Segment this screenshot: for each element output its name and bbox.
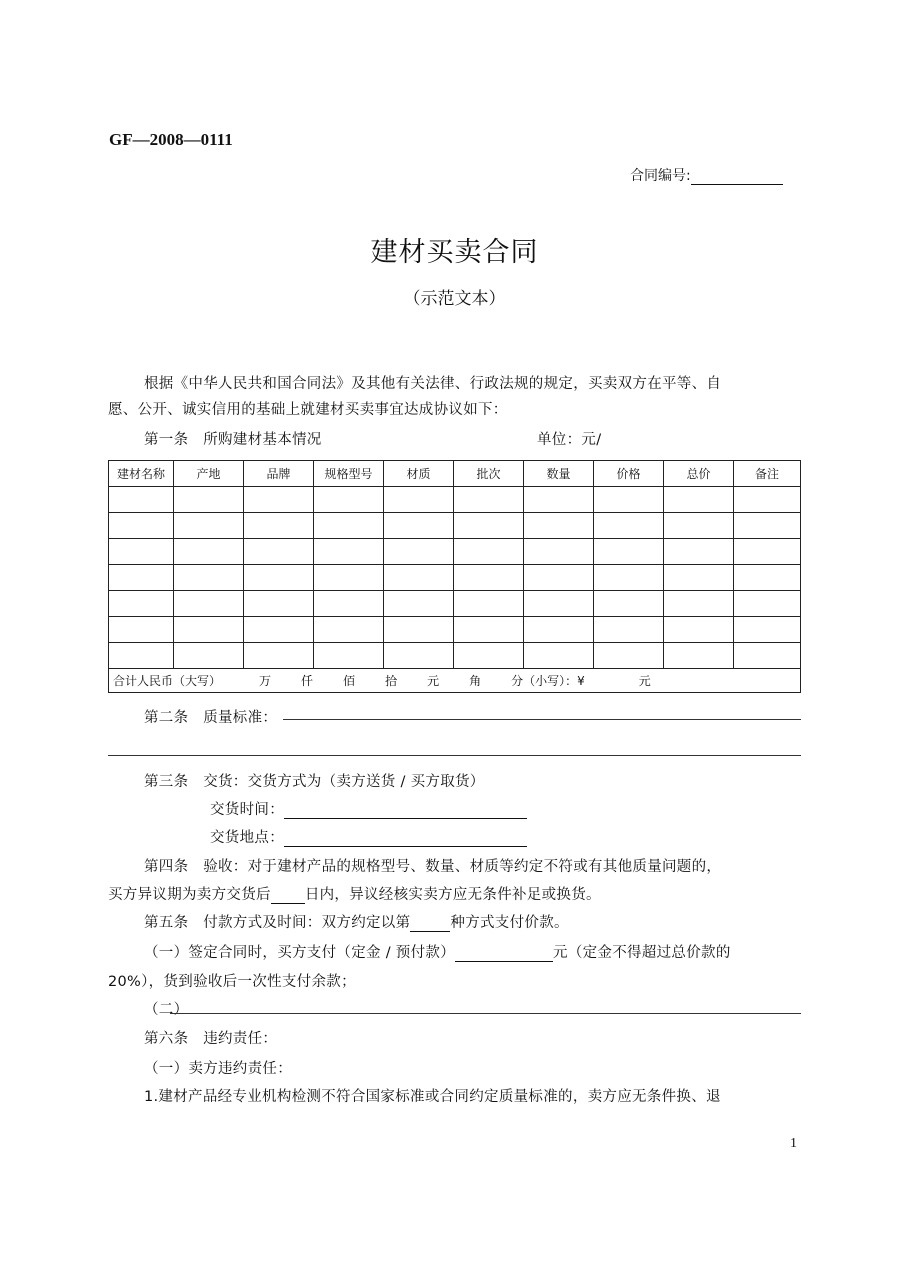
table-header-cell: 产地 <box>174 461 244 487</box>
materials-table <box>108 460 801 693</box>
table-cell <box>314 565 384 591</box>
table-cell <box>524 591 594 617</box>
article-5-line-1-end: 种方式支付价款。 <box>450 915 569 931</box>
table-cell <box>314 591 384 617</box>
table-cell <box>384 487 454 513</box>
table-cell <box>594 617 664 643</box>
table-cell <box>384 513 454 539</box>
document-title: 建材买卖合同 <box>370 237 539 268</box>
table-cell <box>664 617 734 643</box>
table-cell <box>454 643 524 669</box>
table-body <box>109 487 801 669</box>
table-cell <box>244 617 314 643</box>
table-cell <box>664 513 734 539</box>
article-2-label: 第二条 质量标准： <box>144 710 278 726</box>
total-unit-bai: 佰 <box>343 674 356 688</box>
table-cell <box>174 565 244 591</box>
article-5-line-1-start: 第五条 付款方式及时间：双方约定以第 <box>144 915 411 931</box>
article-1-unit: 单位：元/ <box>537 432 602 448</box>
table-header-cell: 数量 <box>524 461 594 487</box>
delivery-time-field <box>210 798 527 819</box>
total-unit-shi: 拾 <box>385 674 398 688</box>
objection-days-blank <box>271 888 305 904</box>
table-cell <box>454 539 524 565</box>
article-1-label: 第一条 所购建材基本情况 <box>144 432 322 448</box>
table-cell <box>734 643 801 669</box>
document-code: GF—2008—0111 <box>109 130 233 149</box>
table-cell <box>594 643 664 669</box>
page-number: 1 <box>790 1136 797 1151</box>
article-4-line-2 <box>108 883 601 904</box>
delivery-place-label: 交货地点： <box>210 830 284 846</box>
table-cell <box>664 539 734 565</box>
table-cell <box>384 591 454 617</box>
table-cell <box>524 487 594 513</box>
table-row <box>109 539 801 565</box>
table-cell <box>384 617 454 643</box>
table-cell <box>314 539 384 565</box>
contract-number-blank <box>691 169 783 185</box>
table-cell <box>734 539 801 565</box>
table-cell <box>454 487 524 513</box>
table-cell <box>244 565 314 591</box>
table-cell <box>524 643 594 669</box>
table-header-cell: 材质 <box>384 461 454 487</box>
total-unit-qian: 仟 <box>301 674 314 688</box>
total-cell <box>109 669 801 693</box>
table-cell <box>594 487 664 513</box>
payment-item-1-start: （一）签定合同时，买方支付（定金 / 预付款） <box>144 945 456 961</box>
delivery-place-field <box>210 826 527 847</box>
table-header-cell: 总价 <box>664 461 734 487</box>
intro-line-1: 根据《中华人民共和国合同法》及其他有关法律、行政法规的规定，买卖双方在平等、自 <box>144 376 722 392</box>
payment-item-1-end: 元（定金不得超过总价款的 <box>553 945 731 961</box>
table-cell <box>109 487 174 513</box>
payment-item-2: （二） <box>144 1002 189 1018</box>
table-cell <box>454 617 524 643</box>
total-unit-yuan-lowercase: 元 <box>638 674 651 688</box>
table-cell <box>244 539 314 565</box>
article-6-item-1: 1.建材产品经专业机构检测不符合国家标准或合同约定质量标准的，卖方应无条件换、退 <box>144 1089 721 1105</box>
table-cell <box>454 591 524 617</box>
table-cell <box>314 643 384 669</box>
payment-method-blank <box>410 916 450 932</box>
table-cell <box>109 565 174 591</box>
table-cell <box>174 539 244 565</box>
table-cell <box>524 513 594 539</box>
table-cell <box>734 565 801 591</box>
table-cell <box>664 565 734 591</box>
table-cell <box>524 565 594 591</box>
table-cell <box>109 643 174 669</box>
table-row <box>109 591 801 617</box>
table-cell <box>244 487 314 513</box>
table-header-cell: 价格 <box>594 461 664 487</box>
table-cell <box>174 643 244 669</box>
total-unit-jiao: 角 <box>469 674 482 688</box>
table-row <box>109 487 801 513</box>
table-cell <box>109 539 174 565</box>
total-unit-fen-lowercase: 分（小写）：¥ <box>511 674 585 688</box>
table-total-row <box>109 669 801 693</box>
article-4-line-1: 第四条 验收：对于建材产品的规格型号、数量、材质等约定不符或有其他质量问题的， <box>144 859 722 875</box>
table-cell <box>174 487 244 513</box>
table-header-cell: 批次 <box>454 461 524 487</box>
table-header-cell: 备注 <box>734 461 801 487</box>
table-row <box>109 565 801 591</box>
quality-standard-blank <box>283 719 801 720</box>
table-cell <box>384 643 454 669</box>
payment-item-1 <box>144 941 731 962</box>
article-6-label: 第六条 违约责任： <box>144 1031 278 1047</box>
table-row <box>109 617 801 643</box>
article-5-line-1 <box>144 911 569 932</box>
table-cell <box>594 539 664 565</box>
total-unit-wan: 万 <box>259 674 272 688</box>
table-cell <box>734 617 801 643</box>
contract-number-label: 合同编号: <box>630 168 691 184</box>
table-cell <box>524 617 594 643</box>
table-header-cell: 规格型号 <box>314 461 384 487</box>
intro-line-2: 愿、公开、诚实信用的基础上就建材买卖事宜达成协议如下： <box>108 402 508 418</box>
article-4-line-2-start: 买方异议期为卖方交货后 <box>108 887 271 903</box>
table-cell <box>384 539 454 565</box>
quality-standard-blank-line-2 <box>108 755 801 756</box>
table-cell <box>664 643 734 669</box>
total-unit-yuan: 元 <box>427 674 440 688</box>
table-cell <box>454 565 524 591</box>
table-cell <box>384 565 454 591</box>
table-cell <box>174 617 244 643</box>
table-cell <box>594 513 664 539</box>
table-header-cell: 建材名称 <box>109 461 174 487</box>
table-cell <box>734 591 801 617</box>
table-cell <box>454 513 524 539</box>
document-subtitle: （示范文本） <box>403 289 506 309</box>
table-row <box>109 513 801 539</box>
table-cell <box>594 591 664 617</box>
delivery-time-blank <box>284 803 527 819</box>
article-3-label: 第三条 交货：交货方式为（卖方送货 / 买方取货） <box>144 774 485 790</box>
table-cell <box>109 513 174 539</box>
table-cell <box>174 513 244 539</box>
payment-amount-blank <box>455 946 553 962</box>
table-cell <box>734 513 801 539</box>
table-header-cell: 品牌 <box>244 461 314 487</box>
table-cell <box>734 487 801 513</box>
delivery-place-blank <box>284 831 527 847</box>
table-cell <box>174 591 244 617</box>
delivery-time-label: 交货时间： <box>210 802 284 818</box>
payment-item-1-cont: 20%），货到验收后一次性支付余款； <box>108 974 356 990</box>
table-cell <box>664 591 734 617</box>
contract-number-field <box>630 165 783 185</box>
table-cell <box>664 487 734 513</box>
total-label: 合计人民币（大写） <box>113 674 222 688</box>
payment-item-2-blank <box>170 1013 801 1014</box>
article-4-line-2-end: 日内，异议经核实卖方应无条件补足或换货。 <box>304 887 601 903</box>
article-6-sub-1: （一）卖方违约责任： <box>144 1061 292 1077</box>
table-cell <box>244 643 314 669</box>
table-row <box>109 643 801 669</box>
table-cell <box>314 617 384 643</box>
table-cell <box>314 487 384 513</box>
table-cell <box>524 539 594 565</box>
table-cell <box>109 617 174 643</box>
table-cell <box>244 513 314 539</box>
table-cell <box>109 591 174 617</box>
table-cell <box>314 513 384 539</box>
table-header-row <box>109 461 801 487</box>
table-cell <box>594 565 664 591</box>
table-cell <box>244 591 314 617</box>
